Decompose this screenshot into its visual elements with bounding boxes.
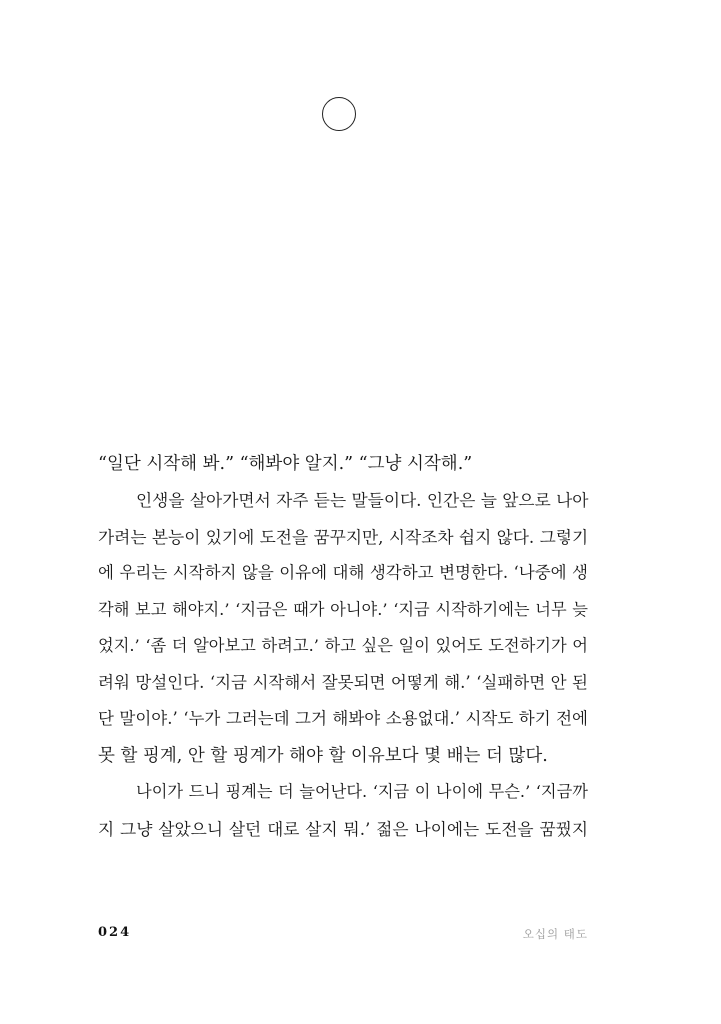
text-line: 가려는 본능이 있기에 도전을 꿈꾸지만, 시작조차 쉽지 않다. 그렇기 xyxy=(98,527,589,547)
text-line: 단 말이야.’ ‘누가 그러는데 그거 해봐야 소용없대.’ 시작도 하기 전에 xyxy=(98,709,588,728)
text-line: 못 할 핑계, 안 할 핑계가 해야 할 이유보다 몇 배는 더 많다. xyxy=(98,746,548,766)
text-line: 지 그냥 살았으니 살던 대로 살지 뭐.’ 젊은 나이에는 도전을 꿈꿨지 xyxy=(98,819,588,839)
text-line: 인생을 살아가면서 자주 듣는 말들이다. 인간은 늘 앞으로 나아 xyxy=(136,490,589,510)
text-line: 려워 망설인다. ‘지금 시작해서 잘못되면 어떻게 해.’ ‘실패하면 안 된 xyxy=(98,673,588,692)
text-line: 에 우리는 시작하지 않을 이유에 대해 생각하고 변명한다. ‘나중에 생 xyxy=(98,563,588,582)
text-line: 나이가 드니 핑계는 더 늘어난다. ‘지금 이 나이에 무슨.’ ‘지금까 xyxy=(136,782,588,801)
text-line: 각해 보고 해야지.’ ‘지금은 때가 아니야.’ ‘지금 시작하기에는 너무 늦 xyxy=(98,600,588,619)
text-line: “일단 시작해 봐.” “해봐야 알지.” “그냥 시작해.” xyxy=(98,454,473,474)
running-title: 오십의 태도 xyxy=(522,927,588,941)
circle-ornament xyxy=(322,97,356,131)
page-number: 024 xyxy=(98,925,132,940)
text-line: 었지.’ ‘좀 더 알아보고 하려고.’ 하고 싶은 일이 있어도 도전하기가 어 xyxy=(98,636,588,655)
